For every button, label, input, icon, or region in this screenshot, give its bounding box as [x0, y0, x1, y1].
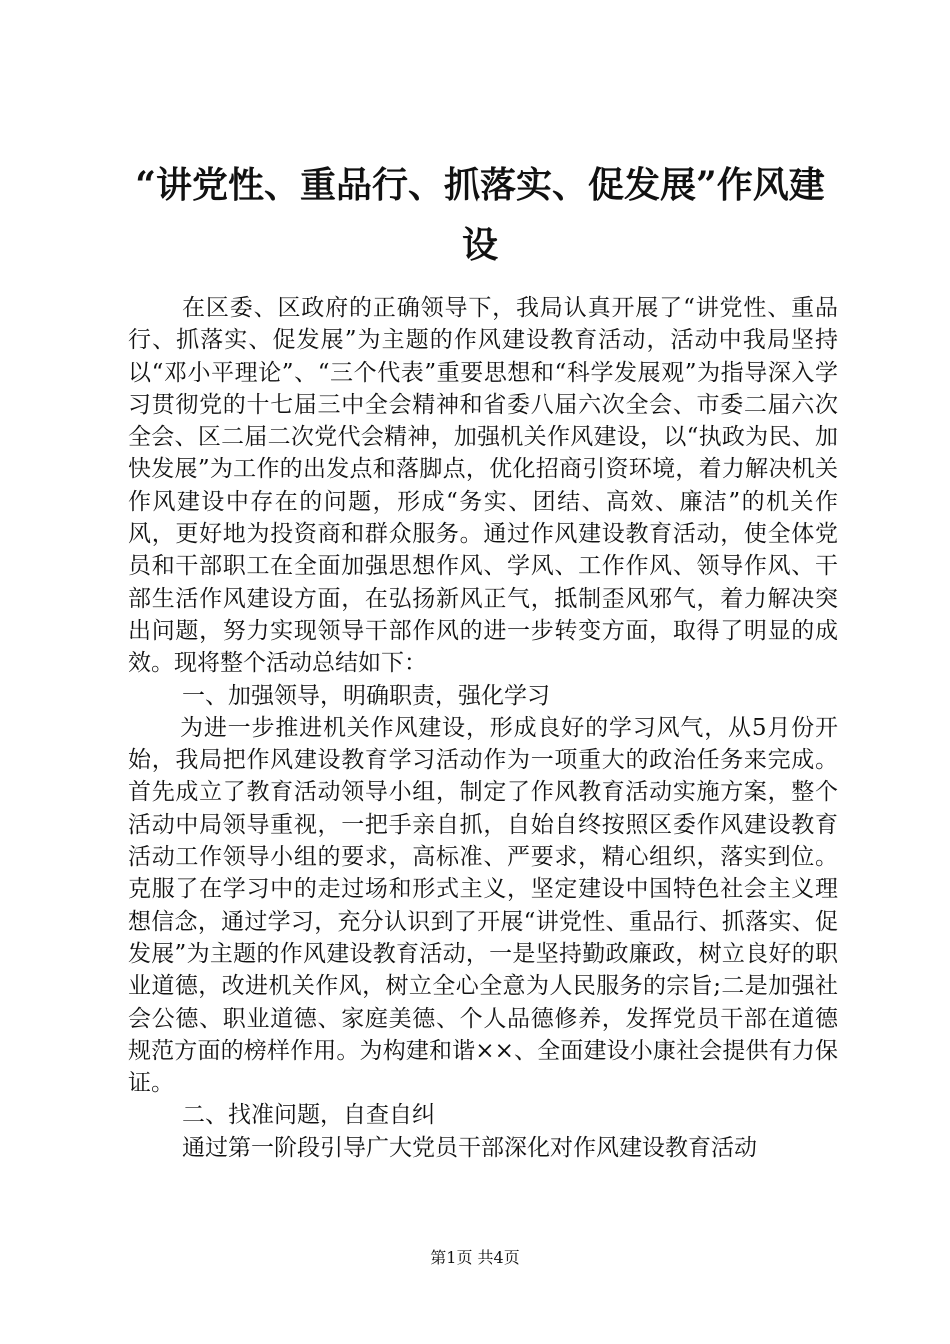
- paragraph-section-2: 通过第一阶段引导广大党员干部深化对作风建设教育活动: [182, 1134, 757, 1161]
- document-body: [128, 292, 838, 1164]
- section-heading-2: 二、找准问题，自查自纠: [182, 1102, 435, 1129]
- page-number-footer: 第1页 共4页: [430, 1248, 520, 1267]
- document-title: “讲党性、重品行、抓落实、促发展”作风建设: [135, 164, 825, 266]
- paragraph-intro: 在区委、区政府的正确领导下，我局认真开展了“讲党性、重品行、抓落实、促发展”为主题的作风建设教育活动，活动中我局坚持以“邓小平理论”、“三个代表”重要思想和“科学发展观”为指导深入学习贯彻党的十七届三中全会精神和省委八届六次全会、市委二届六次全会、区二届二次党代会精神，加强机关作风建设，以“执政为民、加快发展”为工作的出发点和落脚点，优化招商引资环境，着力解决机关作风建设中存在的问题，形成“务实、团结、高效、廉洁”的机关作风，更好地为投资商和群众服务。通过作风建设教育活动，使全体党员和干部职工在全面加强思想作风、学风、工作作风、领导作风、干部生活作风建设方面，在弘扬新风正气，抵制歪风邪气，着力解决突出问题，努力实现领导干部作风的进一步转变方面，取得了明显的成效。现将整个活动总结如下：: [128, 295, 838, 677]
- section-heading-1: 一、加强领导，明确职责，强化学习: [182, 682, 550, 709]
- paragraph-section-1: 为进一步推进机关作风建设，形成良好的学习风气，从5月份开始，我局把作风建设教育学习活动作为一项重大的政治任务来完成。首先成立了教育活动领导小组，制定了作风教育活动实施方案，整个活动中局领导重视，一把手亲自抓，自始自终按照区委作风建设教育活动工作领导小组的要求，高标准、严要求，精心组织，落实到位。克服了在学习中的走过场和形式主义，坚定建设中国特色社会主义理想信念，通过学习，充分认识到了开展“讲党性、重品行、抓落实、促发展”为主题的作风建设教育活动，一是坚持勤政廉政，树立良好的职业道德，改进机关作风，树立全心全意为人民服务的宗旨;二是加强社会公德、职业道德、家庭美德、个人品德修养，发挥党员干部在道德规范方面的榜样作用。为构建和谐××、全面建设小康社会提供有力保证。: [128, 714, 838, 1097]
